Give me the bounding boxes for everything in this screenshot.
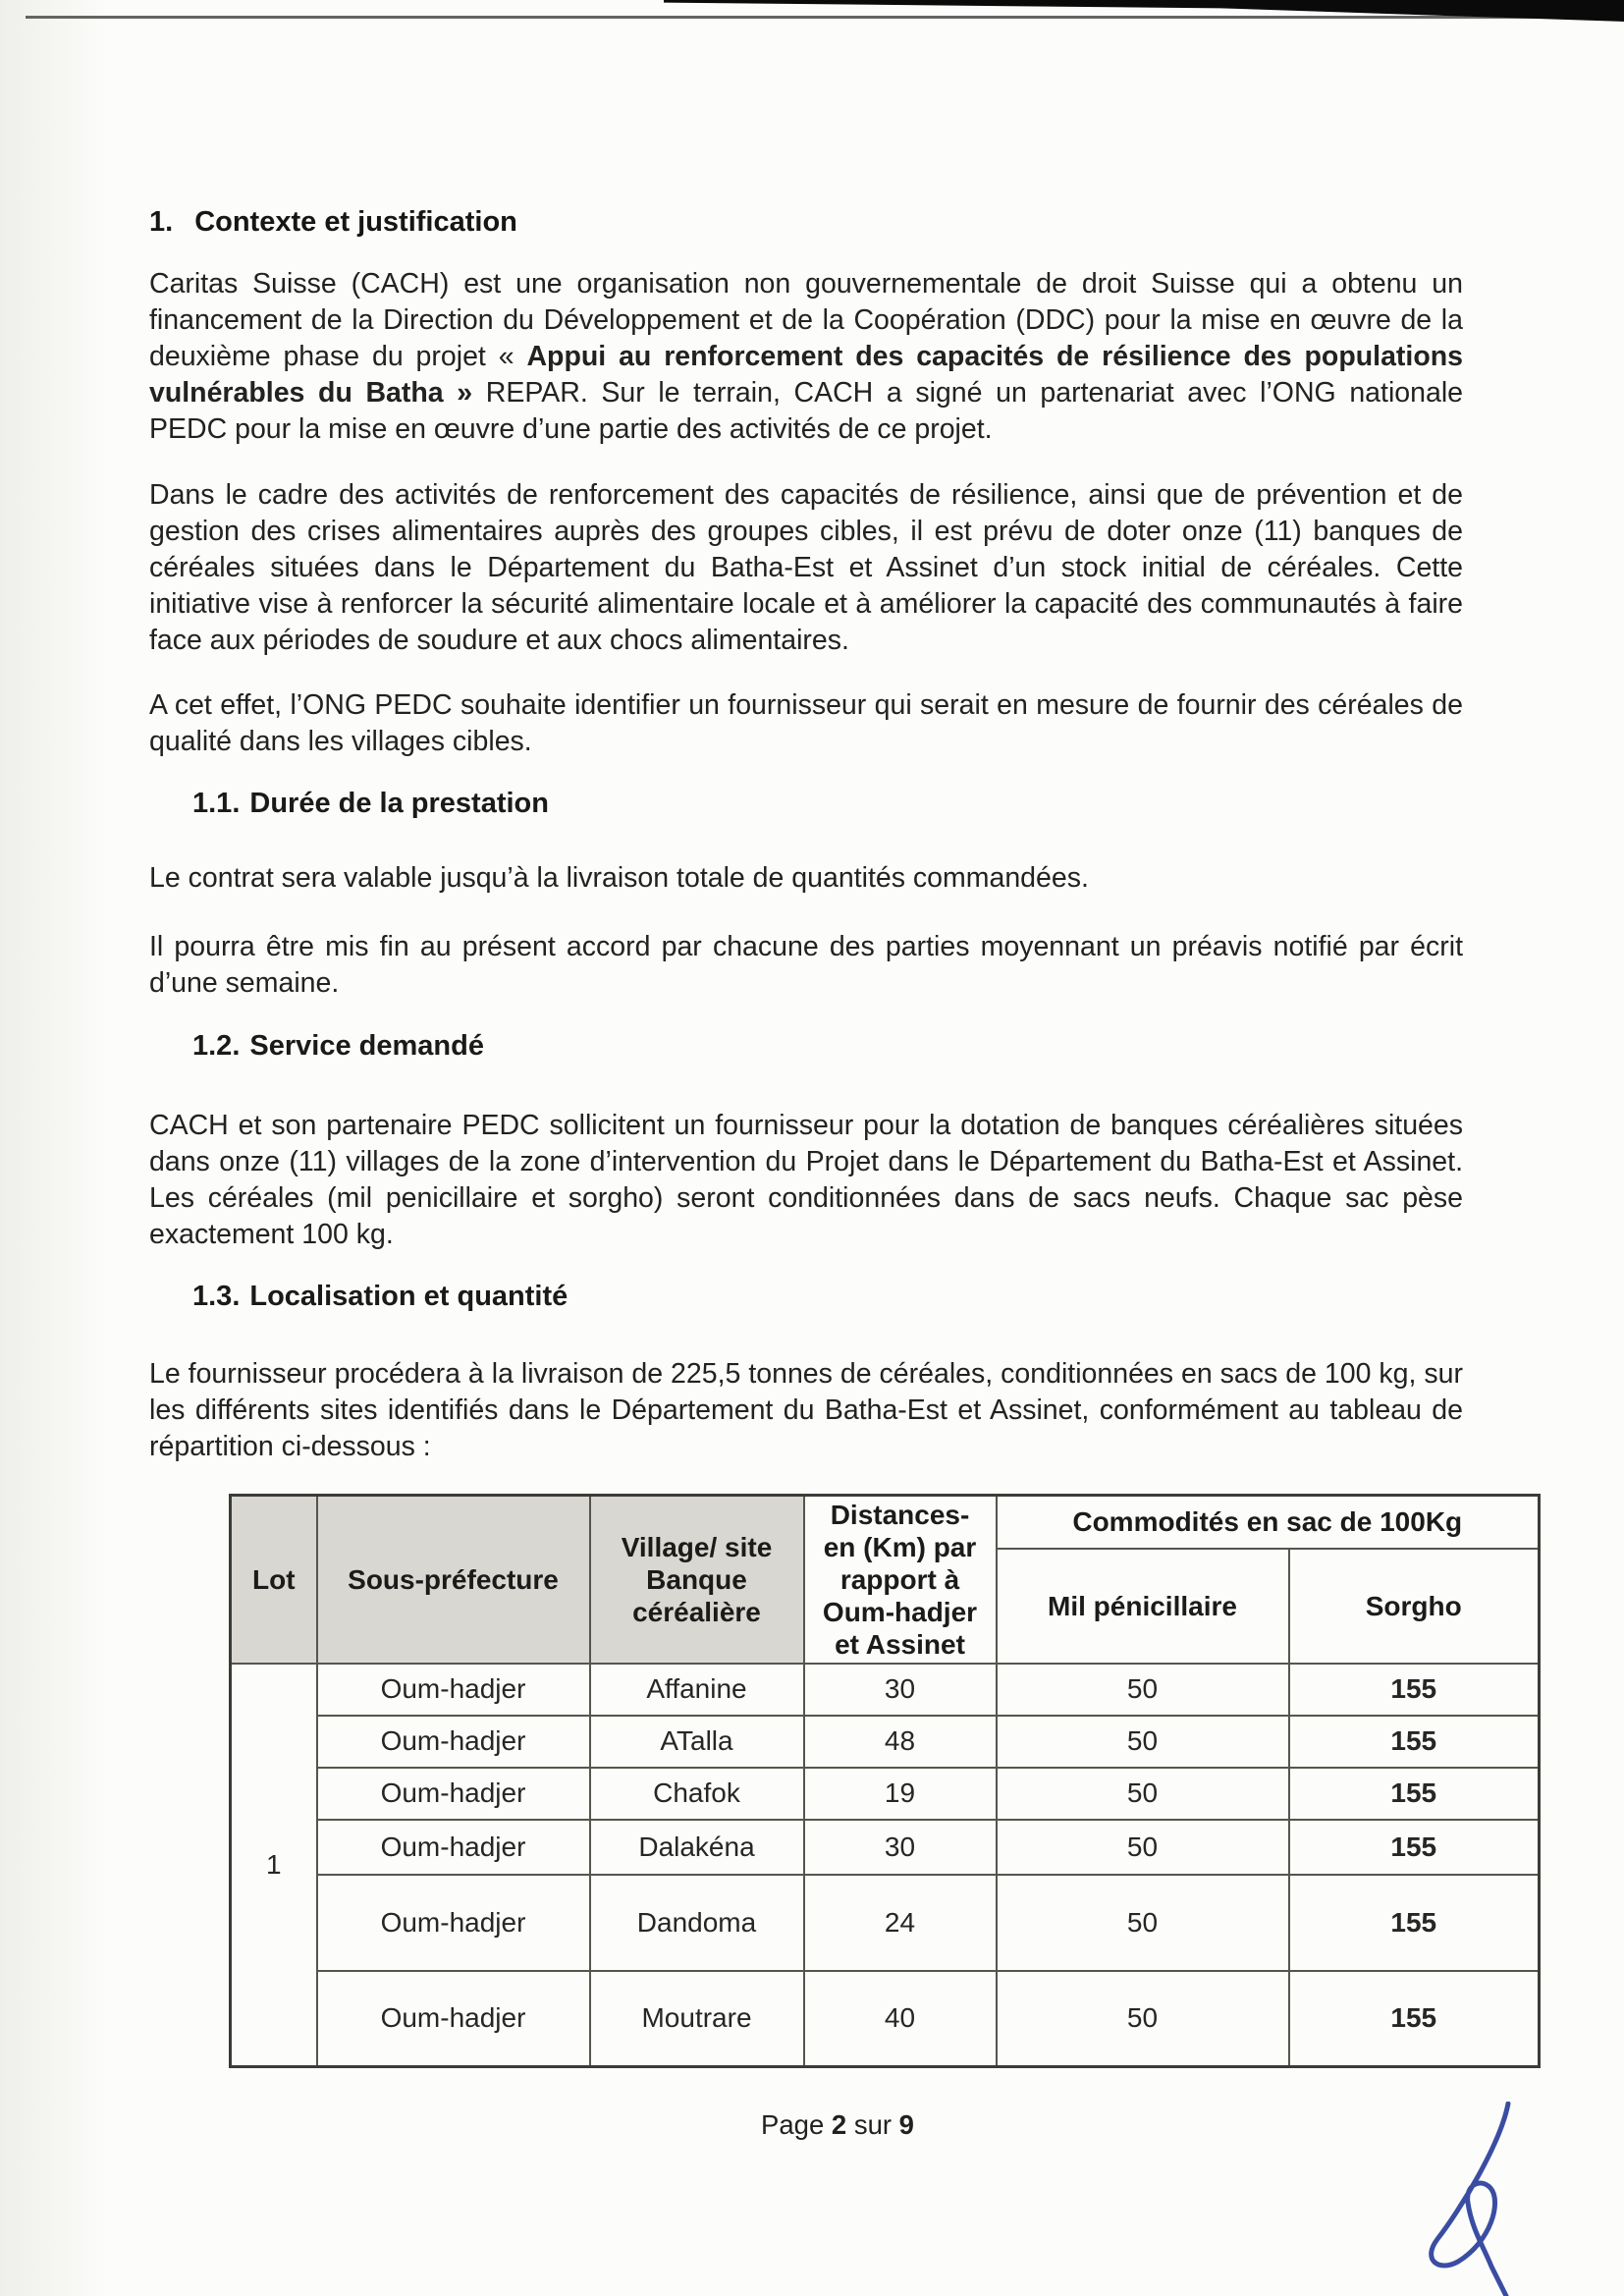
sorgho-cell: 155 <box>1289 1664 1540 1716</box>
sous-prefecture-cell: Oum-hadjer <box>317 1768 590 1820</box>
sorgho-cell: 155 <box>1289 1971 1540 2067</box>
section-title: Service demandé <box>249 1029 484 1062</box>
total-page-count: 9 <box>898 2109 914 2140</box>
village-cell: Moutrare <box>590 1971 804 2067</box>
page-number-footer <box>181 2109 1494 2141</box>
village-cell: ATalla <box>590 1716 804 1768</box>
distance-cell: 48 <box>804 1716 997 1768</box>
section-number: 1.3. <box>192 1281 241 1312</box>
column-header-lot: Lot <box>231 1495 317 1664</box>
mil-cell: 50 <box>997 1820 1289 1875</box>
sorgho-cell: 155 <box>1289 1716 1540 1768</box>
table-row <box>231 1664 1540 1716</box>
section-title: Localisation et quantité <box>249 1281 568 1312</box>
column-header-sous-prefecture: Sous-préfecture <box>317 1495 590 1664</box>
village-cell: Chafok <box>590 1768 804 1820</box>
footer-text: Page <box>761 2109 832 2140</box>
paragraph-context-3: A cet effet, l’ONG PEDC souhaite identifier un fournisseur qui serait en mesure de fournir des céréales de qualité dans les villages cibles. <box>149 688 1463 757</box>
paragraph-localisation: Le fournisseur procédera à la livraison de 225,5 tonnes de céréales, conditionnées en sacs de 100 kg, sur les différents sites identifiés dans le Département du Batha-Est et Assinet, conformément au tableau de répartition ci-dessous : <box>149 1358 1463 1462</box>
lot-number-cell: 1 <box>231 1664 317 2067</box>
sous-prefecture-cell: Oum-hadjer <box>317 1664 590 1716</box>
project-title-bold: Appui au renforcement des capacités de résilience des populations vulnérables du Batha » <box>149 341 1463 409</box>
paragraph-context-1 <box>149 266 1463 448</box>
footer-text: sur <box>846 2109 899 2140</box>
table-row <box>231 1768 1540 1820</box>
mil-cell: 50 <box>997 1664 1289 1716</box>
column-header-commodites: Commodités en sac de 100Kg <box>997 1495 1540 1549</box>
distance-cell: 19 <box>804 1768 997 1820</box>
village-cell: Dalakéna <box>590 1820 804 1875</box>
table-row <box>231 1971 1540 2067</box>
current-page-number: 2 <box>831 2109 847 2140</box>
mil-cell: 50 <box>997 1716 1289 1768</box>
table-row <box>231 1716 1540 1768</box>
sous-prefecture-cell: Oum-hadjer <box>317 1716 590 1768</box>
sous-prefecture-cell: Oum-hadjer <box>317 1820 590 1875</box>
section-heading-1-2 <box>192 1030 1463 1063</box>
section-number: 1.2. <box>192 1029 241 1062</box>
sorgho-cell: 155 <box>1289 1768 1540 1820</box>
column-header-sorgho: Sorgho <box>1289 1549 1540 1663</box>
sous-prefecture-cell: Oum-hadjer <box>317 1971 590 2067</box>
mil-cell: 50 <box>997 1875 1289 1971</box>
distance-cell: 40 <box>804 1971 997 2067</box>
section-number: 1.1. <box>192 788 241 819</box>
column-header-village: Village/ site Banque céréalière <box>590 1495 804 1664</box>
village-cell: Affanine <box>590 1664 804 1716</box>
column-header-distances: Distances- en (Km) par rapport à Oum-hadjer et Assinet <box>804 1495 997 1664</box>
section-title: Contexte et justification <box>194 206 517 238</box>
repartition-table <box>229 1494 1541 2069</box>
distance-cell: 24 <box>804 1875 997 1971</box>
table-row <box>231 1875 1540 1971</box>
mil-cell: 50 <box>997 1768 1289 1820</box>
paragraph-duree-2: Il pourra être mis fin au présent accord par chacune des parties moyennant un préavis notifié par écrit d’une semaine. <box>149 931 1463 999</box>
paragraph-context-2: Dans le cadre des activités de renforcement des capacités de résilience, ainsi que de prévention et de gestion des crises alimentaires auprès des groupes cibles, il est prévu de doter onze (11) banques de céréales situées dans le Département du Batha-Est et Assinet d’un stock initial de céréales. Cette initiative vise à renforcer la sécurité alimentaire locale et à améliorer la capacité des communautés à faire face aux périodes de soudure et aux chocs alimentaires. <box>149 479 1463 656</box>
sorgho-cell: 155 <box>1289 1875 1540 1971</box>
distance-cell: 30 <box>804 1820 997 1875</box>
distance-cell: 30 <box>804 1664 997 1716</box>
section-title: Durée de la prestation <box>249 788 549 819</box>
section-heading-1-3 <box>192 1281 1463 1313</box>
paragraph-text: Caritas Suisse (CACH) est une organisation non gouvernementale de droit Suisse qui a obtenu un financement de la Direction du Développement et de la Coopération (DDC) pour la mise en œuvre de la deuxième phase du projet « <box>149 268 1463 372</box>
sorgho-cell: 155 <box>1289 1820 1540 1875</box>
column-header-mil: Mil pénicillaire <box>997 1549 1289 1663</box>
village-cell: Dandoma <box>590 1875 804 1971</box>
section-number: 1. <box>149 206 174 238</box>
sous-prefecture-cell: Oum-hadjer <box>317 1875 590 1971</box>
paragraph-text: REPAR. Sur le terrain, CACH a signé un partenariat avec l’ONG nationale PEDC pour la mise en œuvre d’une partie des activités de ce projet. <box>149 377 1464 445</box>
paragraph-duree-1: Le contrat sera valable jusqu’à la livraison totale de quantités commandées. <box>149 862 1089 894</box>
mil-cell: 50 <box>997 1971 1289 2067</box>
table-row <box>231 1820 1540 1875</box>
section-heading-1 <box>149 206 1463 239</box>
paragraph-service: CACH et son partenaire PEDC sollicitent un fournisseur pour la dotation de banques céréalières situées dans onze (11) villages de la zone d’intervention du Projet dans le Département du Batha-Est et Assinet. Les céréales (mil penicillaire et sorgho) seront conditionnées dans de sacs neufs. Chaque sac pèse exactement 100 kg. <box>149 1109 1463 1250</box>
section-heading-1-1 <box>192 788 1463 820</box>
